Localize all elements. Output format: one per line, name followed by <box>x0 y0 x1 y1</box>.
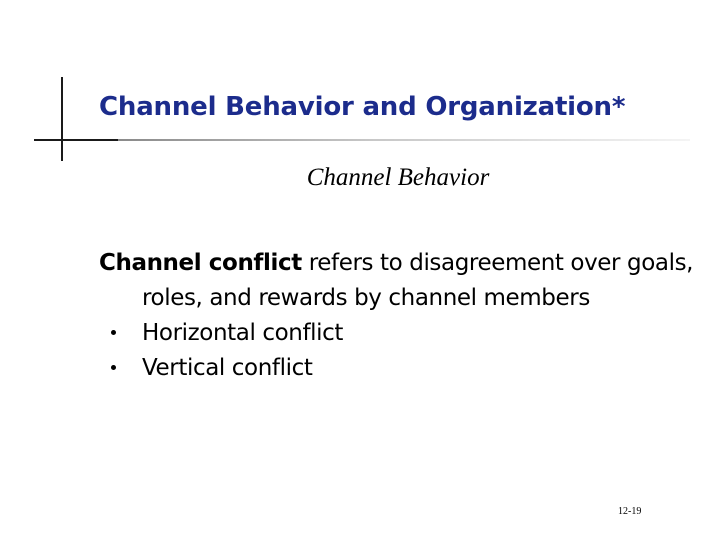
bullet-text: Horizontal conflict <box>142 320 343 346</box>
slide-title: Channel Behavior and Organization* <box>99 92 626 122</box>
bullet-icon <box>111 330 116 335</box>
bullet-list <box>99 316 699 386</box>
list-item <box>99 351 699 386</box>
title-underline-gradient <box>118 139 690 141</box>
list-item <box>99 316 699 351</box>
page-number: 12-19 <box>618 506 642 517</box>
slide-body <box>99 246 699 386</box>
vertical-accent-line <box>61 77 63 161</box>
definition-term: Channel conflict <box>99 250 302 276</box>
bullet-text: Vertical conflict <box>142 355 313 381</box>
horizontal-accent-line <box>34 139 118 141</box>
bullet-icon <box>111 365 116 370</box>
definition-paragraph <box>99 246 699 316</box>
definition-text: refers to disagreement over goals, roles, and rewards by channel members <box>142 250 694 311</box>
slide-subtitle: Channel Behavior <box>306 164 490 191</box>
